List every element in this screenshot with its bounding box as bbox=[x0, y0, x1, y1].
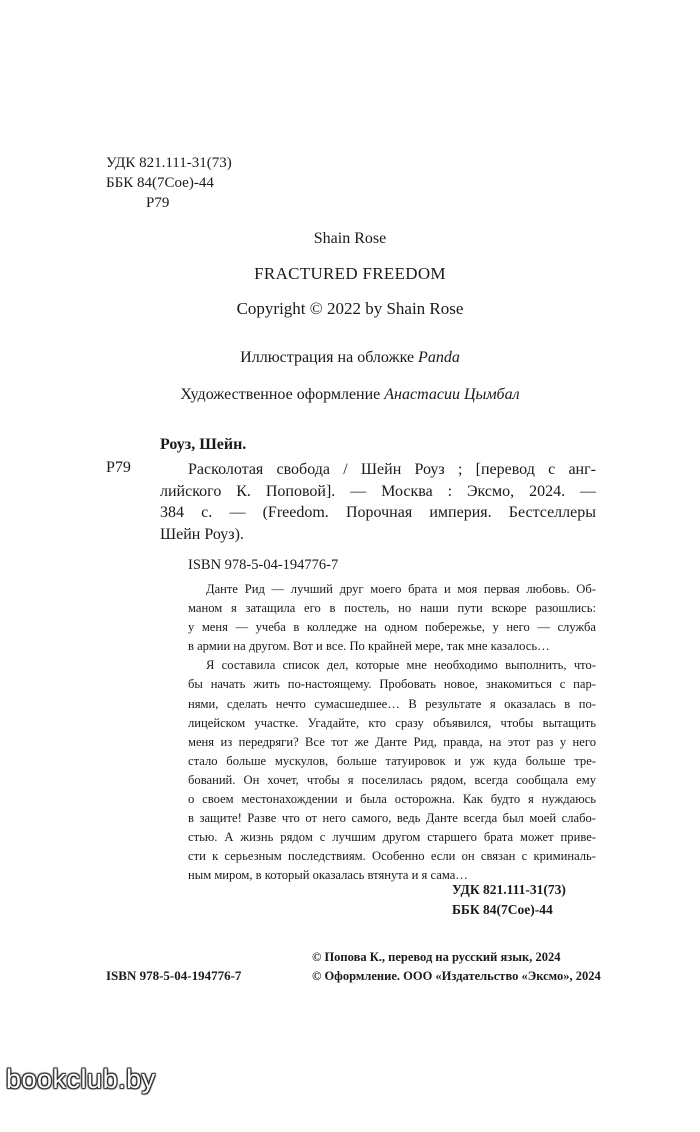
annotation-line: нями, сделать нечто сумасшедшее… В результате я оказалась в по- bbox=[188, 696, 596, 711]
annotation-line: о своем местонахождении и была осторожна. Как будто я нуждаюсь bbox=[188, 792, 596, 807]
annotation-line: меня из передряги? Все тот же Данте Рид, правда, на этот раз у него bbox=[188, 734, 596, 749]
annotation-line: бований. Он хочет, чтобы я поселилась рядом, всегда сообщала ему bbox=[188, 772, 596, 787]
udk-code: УДК 821.111-31(73) bbox=[106, 155, 232, 171]
annotation-line: ным миром, в который оказалась втянута и я сама… bbox=[188, 868, 468, 883]
annotation-line: у меня — учеба в колледже на одном побережье, у него — служба bbox=[188, 620, 596, 635]
bbk-code: ББК 84(7Сое)-44 bbox=[106, 175, 214, 191]
annotation bbox=[188, 580, 596, 886]
biblio-line: Шейн Роуз). bbox=[160, 525, 244, 543]
header-codes bbox=[106, 153, 232, 213]
cover-illustration-name: Panda bbox=[418, 349, 460, 366]
copyright-design: © Оформление. ООО «Издательство «Эксмо», 2024 bbox=[312, 969, 601, 983]
author-sign: Р79 bbox=[146, 195, 170, 211]
annotation-line: Данте Рид — лучший друг моего брата и моя первая любовь. Об- bbox=[206, 582, 596, 596]
design-label: Художественное оформление bbox=[180, 386, 381, 403]
footer-codes bbox=[452, 880, 566, 920]
annotation-line: в армии на другом. Вот и все. По крайней мере, так мне казалось… bbox=[188, 639, 550, 654]
annotation-line: лицейском участке. Угадайте, кто сразу объявился, чтобы вытащить bbox=[188, 715, 596, 730]
annotation-line: маном я затащила его в постель, но наши пути вскоре разошлись: bbox=[188, 601, 596, 616]
biblio-line: лийского К. Поповой]. — Москва : Эксмо, 2024. — bbox=[160, 482, 596, 500]
biblio-description bbox=[160, 459, 596, 545]
design-credit bbox=[0, 386, 700, 404]
design-name: Анастасии Цымбал bbox=[384, 386, 520, 403]
annotation-line: сти к серьезным последствиям. Особенно если он связан с криминаль- bbox=[188, 849, 596, 864]
annotation-line: стало больше мускулов, больше татуировок и уж куда больше тре- bbox=[188, 753, 596, 768]
original-copyright: Copyright © 2022 by Shain Rose bbox=[236, 299, 464, 318]
biblio-line: 384 с. — (Freedom. Порочная империя. Бестселлеры bbox=[160, 504, 596, 521]
original-author: Shain Rose bbox=[313, 230, 387, 247]
cover-illustration-credit bbox=[0, 349, 700, 367]
annotation-line: стью. А жизнь рядом с лучшим другом старшего брата может приве- bbox=[188, 830, 596, 845]
imprint-copyrights bbox=[312, 948, 601, 986]
copyright-translation: © Попова К., перевод на русский язык, 2024 bbox=[312, 950, 561, 964]
watermark-logo: bookclub.by bbox=[6, 1064, 156, 1094]
biblio-isbn: ISBN 978-5-04-194776-7 bbox=[188, 557, 339, 573]
annotation-line: в защите! Разве что от него самого, ведь Данте всегда был моей слабо- bbox=[188, 811, 596, 826]
footer-bbk-code: ББК 84(7Сое)-44 bbox=[452, 902, 553, 917]
annotation-line: Я составила список дел, которые мне необходимо выполнить, что- bbox=[206, 658, 596, 673]
biblio-line: Расколотая свобода / Шейн Роуз ; [перевод с анг- bbox=[188, 461, 596, 478]
imprint-isbn: ISBN 978-5-04-194776-7 bbox=[106, 968, 242, 983]
cover-illustration-label: Иллюстрация на обложке bbox=[240, 349, 415, 366]
original-title: FRACTURED FREEDOM bbox=[254, 264, 446, 283]
annotation-line: бы начать жить по-настоящему. Пробовать новое, знакомиться с пар- bbox=[188, 677, 596, 692]
biblio-sign: Р79 bbox=[106, 459, 131, 476]
footer-udk-code: УДК 821.111-31(73) bbox=[452, 882, 566, 897]
biblio-author-heading: Роуз, Шейн. bbox=[160, 436, 247, 453]
